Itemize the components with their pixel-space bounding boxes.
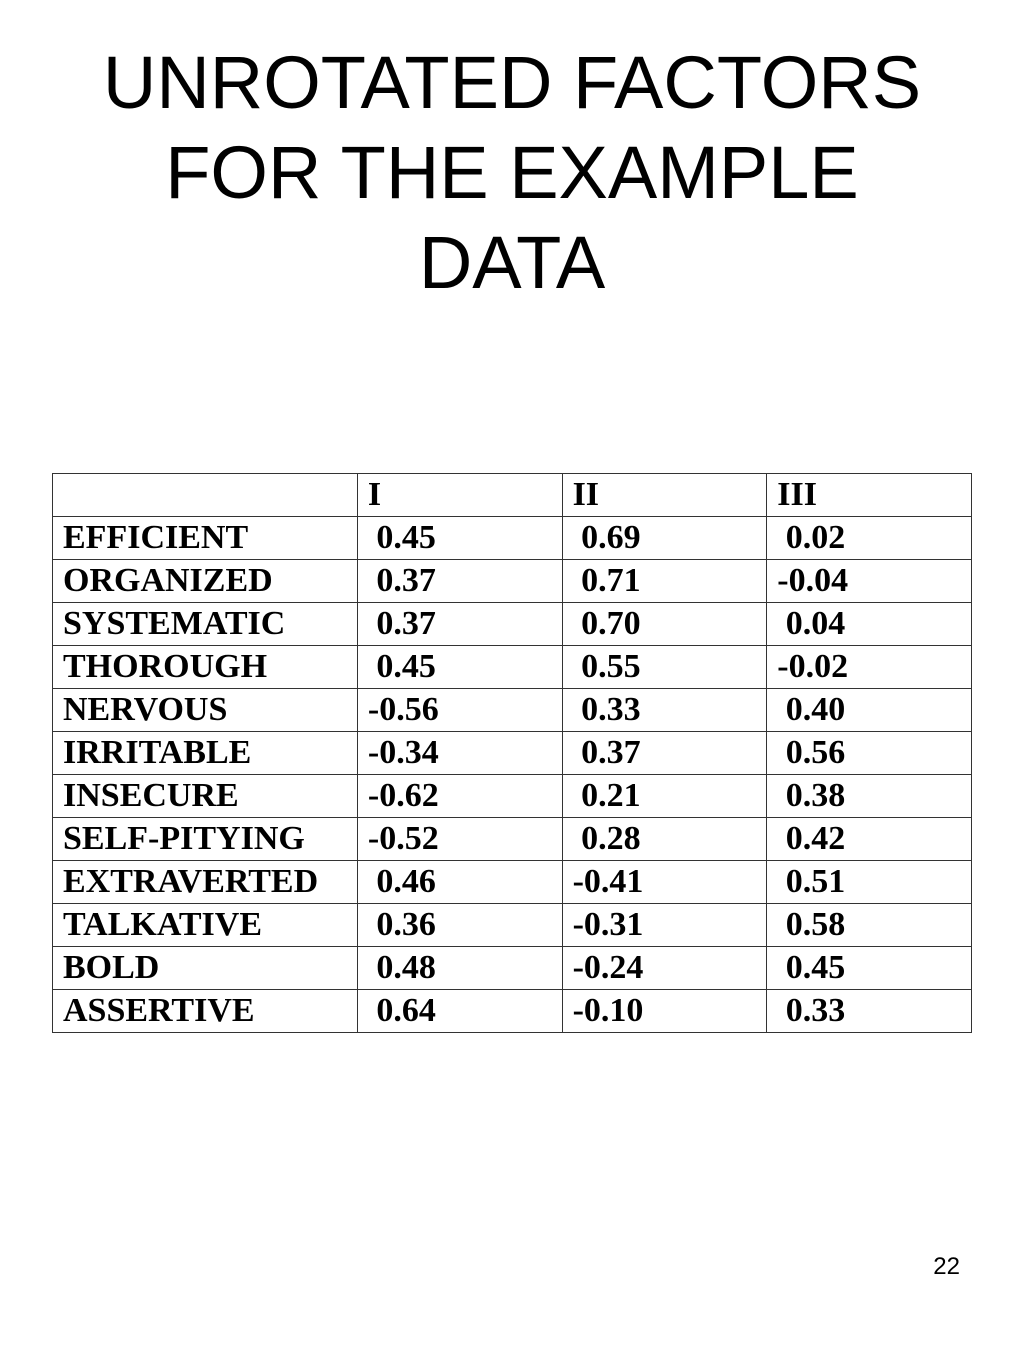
loading-cell-factor-3: 0.40 — [767, 689, 972, 732]
row-label: NERVOUS — [53, 689, 358, 732]
factor-loadings-table — [52, 473, 972, 1033]
header-cell-factor-3: III — [767, 474, 972, 517]
page-number: 22 — [933, 1253, 960, 1280]
table-row — [53, 861, 972, 904]
loading-cell-factor-1: 0.36 — [357, 904, 562, 947]
row-label: BOLD — [53, 947, 358, 990]
loading-cell-factor-3: 0.42 — [767, 818, 972, 861]
table-row — [53, 818, 972, 861]
loading-cell-factor-2: 0.69 — [562, 517, 767, 560]
title-line: UNROTATED FACTORS — [102, 41, 922, 124]
loading-cell-factor-2: -0.31 — [562, 904, 767, 947]
loading-cell-factor-2: 0.21 — [562, 775, 767, 818]
loading-cell-factor-1: -0.56 — [357, 689, 562, 732]
loading-cell-factor-1: 0.45 — [357, 517, 562, 560]
row-label: ASSERTIVE — [53, 990, 358, 1033]
loading-cell-factor-3: 0.04 — [767, 603, 972, 646]
loading-cell-factor-2: -0.24 — [562, 947, 767, 990]
loading-cell-factor-3: 0.33 — [767, 990, 972, 1033]
table-row — [53, 689, 972, 732]
loading-cell-factor-1: 0.37 — [357, 560, 562, 603]
row-label: EFFICIENT — [53, 517, 358, 560]
table-row — [53, 603, 972, 646]
loading-cell-factor-2: 0.37 — [562, 732, 767, 775]
loading-cell-factor-3: 0.45 — [767, 947, 972, 990]
table-row — [53, 517, 972, 560]
loading-cell-factor-2: 0.70 — [562, 603, 767, 646]
loading-cell-factor-3: 0.02 — [767, 517, 972, 560]
row-label: IRRITABLE — [53, 732, 358, 775]
loading-cell-factor-3: 0.56 — [767, 732, 972, 775]
table-row — [53, 775, 972, 818]
header-cell-blank — [53, 474, 358, 517]
table-row — [53, 990, 972, 1033]
row-label: SYSTEMATIC — [53, 603, 358, 646]
table-row — [53, 904, 972, 947]
loading-cell-factor-1: 0.45 — [357, 646, 562, 689]
title-line: DATA — [418, 221, 606, 304]
table-row — [53, 732, 972, 775]
loading-cell-factor-1: 0.64 — [357, 990, 562, 1033]
row-label: ORGANIZED — [53, 560, 358, 603]
row-label: THOROUGH — [53, 646, 358, 689]
table-header-row — [53, 474, 972, 517]
row-label: TALKATIVE — [53, 904, 358, 947]
row-label: SELF-PITYING — [53, 818, 358, 861]
title-line: FOR THE EXAMPLE — [165, 131, 859, 214]
loading-cell-factor-2: -0.41 — [562, 861, 767, 904]
loading-cell-factor-2: 0.55 — [562, 646, 767, 689]
table-row — [53, 560, 972, 603]
loading-cell-factor-2: 0.71 — [562, 560, 767, 603]
loading-cell-factor-1: 0.48 — [357, 947, 562, 990]
loading-cell-factor-1: 0.37 — [357, 603, 562, 646]
loading-cell-factor-2: 0.28 — [562, 818, 767, 861]
loading-cell-factor-3: 0.51 — [767, 861, 972, 904]
loading-cell-factor-3: 0.58 — [767, 904, 972, 947]
loading-cell-factor-2: 0.33 — [562, 689, 767, 732]
table-row — [53, 646, 972, 689]
row-label: INSECURE — [53, 775, 358, 818]
loading-cell-factor-3: 0.38 — [767, 775, 972, 818]
loading-cell-factor-3: -0.02 — [767, 646, 972, 689]
loading-cell-factor-3: -0.04 — [767, 560, 972, 603]
loading-cell-factor-1: -0.34 — [357, 732, 562, 775]
table-body — [53, 474, 972, 1033]
loading-cell-factor-2: -0.10 — [562, 990, 767, 1033]
loading-cell-factor-1: -0.62 — [357, 775, 562, 818]
slide-title — [0, 38, 1024, 308]
header-cell-factor-1: I — [357, 474, 562, 517]
loading-cell-factor-1: -0.52 — [357, 818, 562, 861]
row-label: EXTRAVERTED — [53, 861, 358, 904]
loading-cell-factor-1: 0.46 — [357, 861, 562, 904]
table-row — [53, 947, 972, 990]
header-cell-factor-2: II — [562, 474, 767, 517]
